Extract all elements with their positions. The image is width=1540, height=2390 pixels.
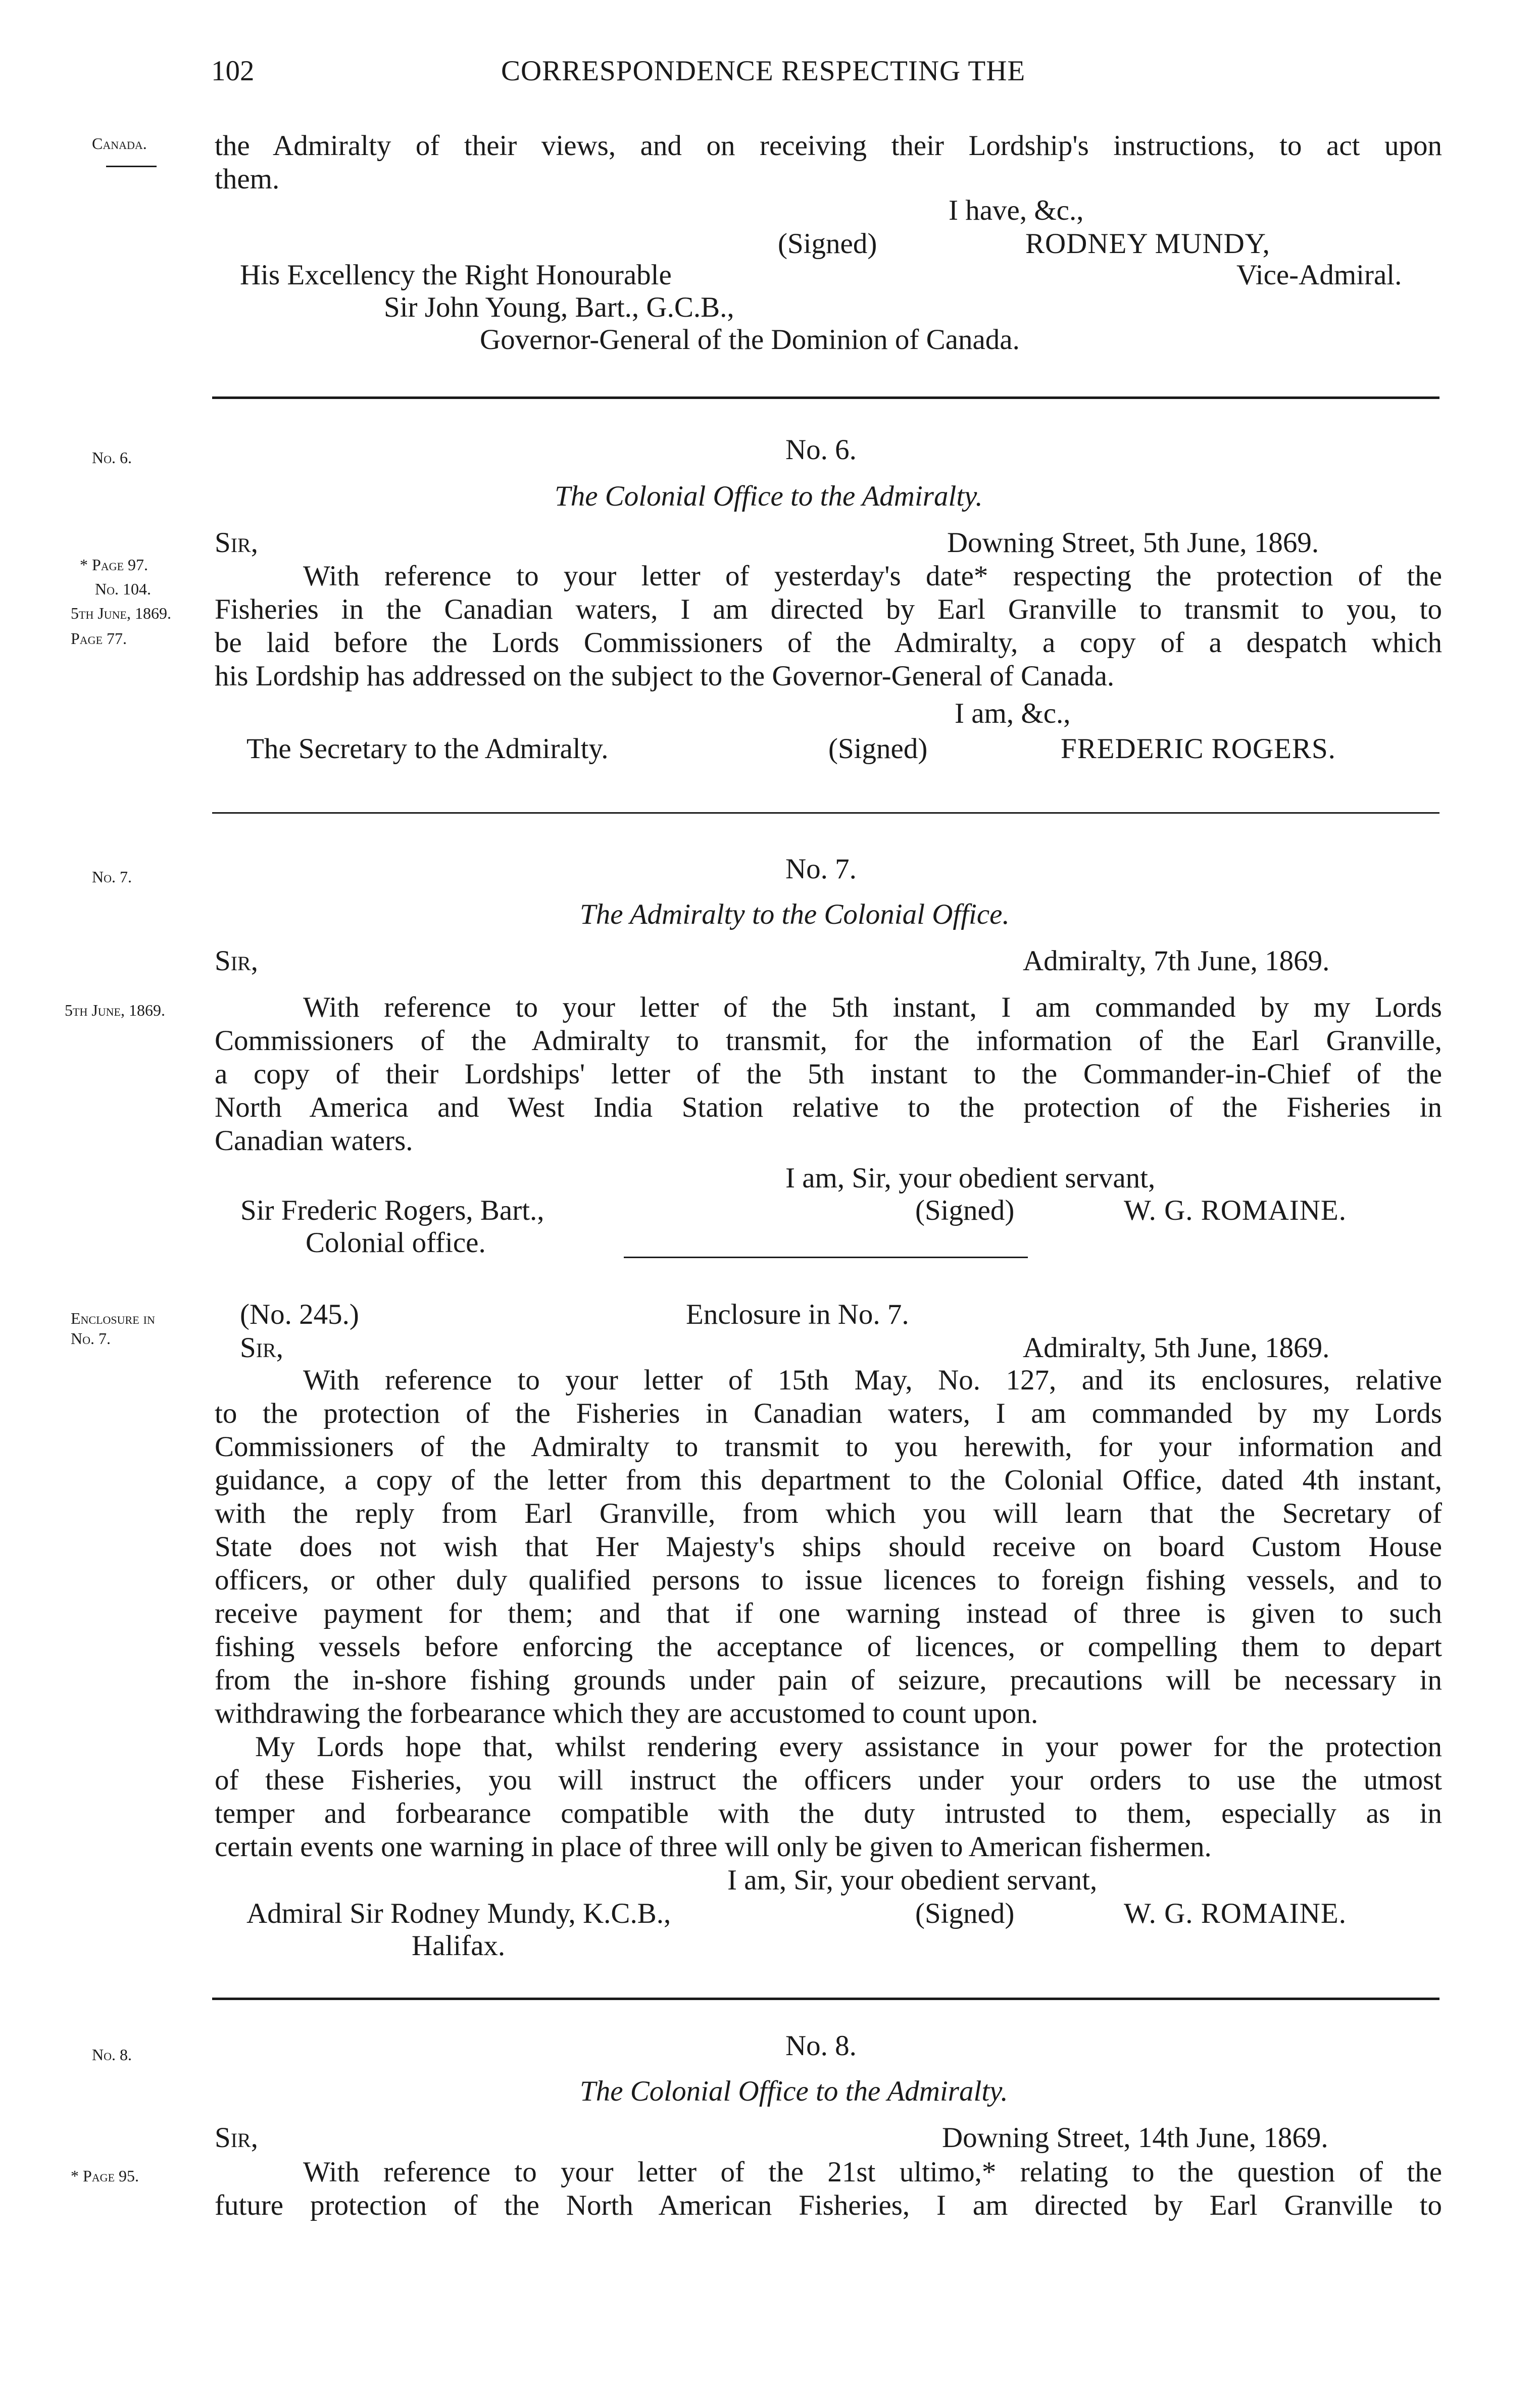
letter7-addressee-line: Sir Frederic Rogers, Bart., — [240, 1194, 544, 1226]
letter5-addressee-line: Sir John Young, Bart., G.C.B., — [384, 291, 734, 323]
letter6-line: be laid before the Lords Commissioners of the Admiralty, a copy of a despatch which — [215, 627, 1442, 659]
letter7-line: Canadian waters. — [215, 1125, 413, 1157]
enclosure-ref: (No. 245.) — [240, 1299, 359, 1330]
margin-date: 5th June, 1869. — [65, 1001, 165, 1019]
enclosure-line: With reference to your letter of 15th May, No. 127, and its enclosures, relative — [303, 1364, 1442, 1396]
enclosure-line: State does not wish that Her Majesty's ships should receive on board Custom House — [215, 1531, 1442, 1563]
letter6-line: his Lordship has addressed on the subject to the Governor-General of Canada. — [215, 660, 1115, 692]
letter5-line: the Admiralty of their views, and on receiving their Lordship's instructions, to act upon — [215, 130, 1442, 162]
letter7-closing: I am, Sir, your obedient servant, — [785, 1162, 1156, 1194]
section-rule — [212, 812, 1439, 814]
letter7-salutation: Sir, — [215, 945, 258, 977]
enclosure-para2 — [215, 1730, 1442, 1864]
letter6-line: Fisheries in the Canadian waters, I am directed by Earl Granville to transmit to you, to — [215, 593, 1442, 625]
enclosure-line: with the reply from Earl Granville, from which you will learn that the Secretary of — [215, 1498, 1442, 1529]
section-rule — [212, 1998, 1439, 2000]
enclosure-addressee-line: Admiral Sir Rodney Mundy, K.C.B., — [246, 1898, 671, 1929]
letter8-subtitle: The Colonial Office to the Admiralty. — [580, 2075, 1008, 2107]
letter5-addressee-line: Governor-General of the Dominion of Canada. — [480, 324, 1020, 356]
letter7-place-date: Admiralty, 7th June, 1869. — [1023, 945, 1330, 977]
letter7-line: With reference to your letter of the 5th instant, I am commanded by my Lords — [303, 991, 1442, 1023]
letter8-text — [215, 2156, 1442, 2222]
margin-page95: * Page 95. — [71, 2167, 139, 2185]
letter5-text — [215, 129, 1442, 196]
running-title: CORRESPONDENCE RESPECTING THE — [501, 55, 1026, 87]
letter5-signer-title: Vice-Admiral. — [1236, 259, 1402, 291]
margin-enclosure: Enclosure in — [71, 1309, 155, 1327]
letter6-place-date: Downing Street, 5th June, 1869. — [947, 527, 1319, 559]
margin-date: 5th June, 1869. — [71, 604, 171, 622]
enclosure-line: of these Fisheries, you will instruct the officers under your orders to use the utmost — [215, 1764, 1442, 1796]
enclosure-signer: W. G. ROMAINE. — [1124, 1898, 1347, 1929]
letter6-text — [215, 560, 1442, 693]
letter8-line: future protection of the North American Fisheries, I am directed by Earl Granville to — [215, 2189, 1442, 2221]
enclosure-line: officers, or other duly qualified persons to issue licences to foreign fishing vessels, and to — [215, 1564, 1442, 1596]
letter6-number: No. 6. — [785, 434, 857, 466]
letter7-line: North America and West India Station relative to the protection of the Fisheries in — [215, 1091, 1442, 1123]
margin-no7: No. 7. — [92, 868, 132, 886]
enclosure-line: from the in-shore fishing grounds under pain of seizure, precautions will be necessary in — [215, 1664, 1442, 1696]
margin-page77: Page 77. — [71, 629, 127, 648]
enclosure-signed: (Signed) — [915, 1898, 1015, 1929]
margin-no8: No. 8. — [92, 2046, 132, 2064]
enclosure-salutation: Sir, — [240, 1332, 283, 1364]
enclosure-line: withdrawing the forbearance which they are accustomed to count upon. — [215, 1698, 1038, 1729]
letter8-place-date: Downing Street, 14th June, 1869. — [942, 2122, 1328, 2154]
letter8-salutation: Sir, — [215, 2122, 258, 2154]
margin-no6: No. 6. — [92, 449, 132, 467]
letter7-addressee-line: Colonial office. — [306, 1227, 486, 1259]
enclosure-line: receive payment for them; and that if one warning instead of three is given to such — [215, 1598, 1442, 1629]
letter8-line: With reference to your letter of the 21st ultimo,* relating to the question of the — [303, 2156, 1442, 2188]
letter5-signed: (Signed) — [778, 228, 877, 260]
letter6-closing: I am, &c., — [955, 698, 1071, 729]
enclosure-line: fishing vessels before enforcing the acceptance of licences, or compelling them to depart — [215, 1631, 1442, 1663]
enclosure-line: to the protection of the Fisheries in Canadian waters, I am commanded by my Lords — [215, 1398, 1442, 1429]
letter5-signer: RODNEY MUNDY, — [1025, 228, 1270, 260]
letter6-signer: FREDERIC ROGERS. — [1061, 733, 1336, 765]
margin-dash — [106, 166, 157, 167]
letter7-line: Commissioners of the Admiralty to transmit, for the information of the Earl Granville, — [215, 1025, 1442, 1057]
margin-page97: * Page 97. — [80, 556, 148, 574]
enclosure-title: Enclosure in No. 7. — [686, 1299, 909, 1330]
enclosure-line: certain events one warning in place of three will only be given to American fishermen. — [215, 1831, 1212, 1863]
letter5-line: them. — [215, 163, 280, 195]
letter6-addressee: The Secretary to the Admiralty. — [246, 733, 609, 765]
letter7-line: a copy of their Lordships' letter of the 5th instant to the Commander-in-Chief of the — [215, 1058, 1442, 1090]
enclosure-closing: I am, Sir, your obedient servant, — [727, 1864, 1098, 1896]
margin-no104: No. 104. — [95, 580, 151, 598]
enclosure-line: guidance, a copy of the letter from this department to the Colonial Office, dated 4th instant, — [215, 1464, 1442, 1496]
letter6-line: With reference to your letter of yesterday's date* respecting the protection of the — [303, 560, 1442, 592]
enclosure-para1 — [215, 1364, 1442, 1730]
margin-enclosure: No. 7. — [71, 1329, 111, 1348]
section-rule — [212, 396, 1439, 399]
letter7-number: No. 7. — [785, 853, 857, 885]
enclosure-line: temper and forbearance compatible with the duty intrusted to them, especially as in — [215, 1798, 1442, 1829]
letter7-text — [215, 991, 1442, 1158]
letter5-closing: I have, &c., — [949, 194, 1084, 226]
letter5-addressee-line: His Excellency the Right Honourable — [240, 259, 672, 291]
letter7-signed: (Signed) — [915, 1194, 1015, 1226]
letter6-subtitle: The Colonial Office to the Admiralty. — [555, 480, 983, 512]
enclosure-line: Commissioners of the Admiralty to transmit to you herewith, for your information and — [215, 1431, 1442, 1463]
letter7-subtitle: The Admiralty to the Colonial Office. — [580, 899, 1010, 930]
page-number: 102 — [211, 55, 255, 87]
margin-canada: Canada. — [92, 134, 147, 153]
enclosure-addressee-line: Halifax. — [412, 1930, 506, 1962]
letter7-signer: W. G. ROMAINE. — [1124, 1194, 1347, 1226]
letter6-salutation: Sir, — [215, 527, 258, 559]
enclosure-place-date: Admiralty, 5th June, 1869. — [1023, 1332, 1330, 1364]
enclosure-rule — [624, 1257, 1028, 1258]
enclosure-line: My Lords hope that, whilst rendering every assistance in your power for the protection — [255, 1731, 1442, 1763]
letter6-signed: (Signed) — [828, 733, 928, 765]
letter8-number: No. 8. — [785, 2030, 857, 2062]
